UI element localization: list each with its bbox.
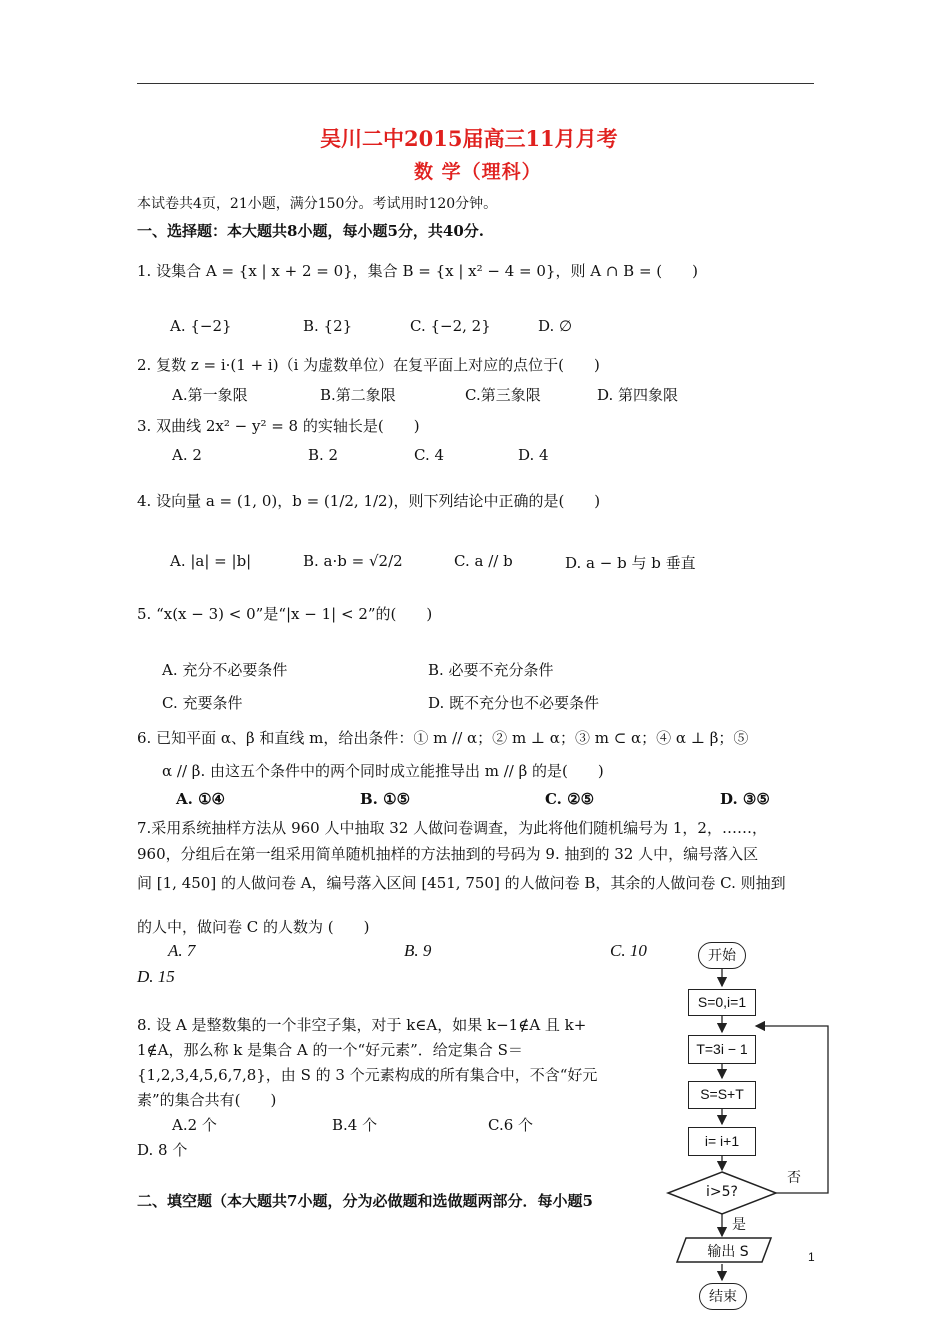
q7-line2: 960，分组后在第一组采用简单随机抽样的方法抽到的号码为 9. 抽到的 32 人中，编号落入区 — [137, 845, 759, 863]
q8-line3: {1,2,3,4,5,6,7,8}，由 S 的 3 个元素构成的所有集合中，不含“好元 — [137, 1066, 598, 1084]
q7-line4: 的人中，做问卷 C 的人数为 ( ) — [137, 918, 370, 936]
q1-option-c: C. {−2, 2} — [410, 317, 491, 335]
flow-end: 结束 — [699, 1283, 747, 1310]
q7-option-b: B. 9 — [404, 941, 432, 960]
q1-stem: 1. 设集合 A = {x | x + 2 = 0}，集合 B = {x | x² − 4 = 0}，则 A ∩ B = ( ) — [137, 262, 699, 280]
q3-option-d: D. 4 — [518, 446, 549, 464]
q3-option-a: A. 2 — [172, 446, 202, 464]
q7-option-d: D. 15 — [137, 967, 175, 986]
q1-option-d: D. ∅ — [538, 317, 573, 335]
q8-option-d: D. 8 个 — [137, 1141, 188, 1159]
q4-stem: 4. 设向量 a = (1, 0)，b = (1/2, 1/2)，则下列结论中正确的是( ) — [137, 492, 601, 510]
q7-option-c: C. 10 — [610, 941, 647, 960]
flow-start: 开始 — [698, 942, 746, 969]
q5-stem: 5. “x(x − 3) < 0”是“|x − 1| < 2”的( ) — [137, 605, 433, 623]
q8-option-a: A.2 个 — [172, 1116, 217, 1134]
q6-line1: 6. 已知平面 α、β 和直线 m，给出条件：① m // α；② m ⊥ α；③ m ⊂ α；④ α ⊥ β；⑤ — [137, 729, 749, 747]
q3-stem: 3. 双曲线 2x² − y² = 8 的实轴长是( ) — [137, 417, 420, 435]
q2-option-b: B.第二象限 — [320, 386, 396, 404]
q3-option-b: B. 2 — [308, 446, 339, 464]
flow-step-t: T=3i − 1 — [688, 1035, 756, 1064]
section1-heading: 一、选择题：本大题共8小题，每小题5分，共40分. — [137, 222, 484, 240]
q6-option-a: A. ①④ — [176, 790, 225, 808]
q5-option-a: A. 充分不必要条件 — [162, 661, 288, 679]
q2-option-c: C.第三象限 — [465, 386, 541, 404]
flow-init: S=0,i=1 — [688, 989, 756, 1016]
q7-option-a: A. 7 — [168, 941, 196, 960]
q1-option-a: A. {−2} — [170, 317, 232, 335]
q8-line4: 素”的集合共有( ) — [137, 1091, 277, 1109]
q8-option-b: B.4 个 — [332, 1116, 378, 1134]
q2-stem: 2. 复数 z = i·(1 + i)（i 为虚数单位）在复平面上对应的点位于( ) — [137, 356, 600, 374]
q7-line1: 7.采用系统抽样方法从 960 人中抽取 32 人做问卷调查，为此将他们随机编号为 1，2，……， — [137, 819, 767, 837]
flow-step-i: i= i+1 — [688, 1127, 756, 1156]
q7-line3: 间 [1, 450] 的人做问卷 A，编号落入区间 [451, 750] 的人做问卷 B，其余的人做问卷 C. 则抽到 — [137, 874, 786, 892]
q2-option-d: D. 第四象限 — [597, 386, 679, 404]
flow-yes-label: 是 — [732, 1217, 746, 1233]
q3-option-c: C. 4 — [414, 446, 445, 464]
exam-subtitle: 数 学（理科） — [414, 161, 542, 183]
q6-option-b: B. ①⑤ — [360, 790, 411, 808]
q5-option-d: D. 既不充分也不必要条件 — [428, 694, 600, 712]
q8-option-c: C.6 个 — [488, 1116, 534, 1134]
flow-output: 输出 S — [707, 1244, 749, 1260]
q1-option-b: B. {2} — [303, 317, 353, 335]
q2-option-a: A.第一象限 — [172, 386, 248, 404]
section2-heading: 二、填空题（本大题共7小题，分为必做题和选做题两部分．每小题5 — [137, 1192, 593, 1210]
flow-no-label: 否 — [787, 1170, 801, 1186]
q6-option-d: D. ③⑤ — [720, 790, 770, 808]
flow-condition: i>5? — [706, 1184, 738, 1200]
q6-option-c: C. ②⑤ — [545, 790, 595, 808]
q4-option-c: C. a // b — [454, 552, 513, 570]
q8-line1: 8. 设 A 是整数集的一个非空子集，对于 k∈A，如果 k−1∉A 且 k+ — [137, 1016, 587, 1034]
exam-intro: 本试卷共4页，21小题，满分150分。考试用时120分钟。 — [137, 196, 498, 212]
q6-line2: α // β. 由这五个条件中的两个同时成立能推导出 m // β 的是( ) — [162, 762, 604, 780]
q4-option-b: B. a·b = √2/2 — [303, 552, 403, 570]
q8-line2: 1∉A，那么称 k 是集合 A 的一个“好元素”．给定集合 S＝ — [137, 1041, 523, 1059]
flow-step-s: S=S+T — [688, 1081, 756, 1109]
q4-option-a: A. |a| = |b| — [170, 552, 252, 570]
q5-option-c: C. 充要条件 — [162, 694, 243, 712]
q4-option-d: D. a − b 与 b 垂直 — [565, 554, 696, 572]
exam-title: 吴川二中2015届高三11月月考 — [320, 126, 618, 151]
page-number: 1 — [808, 1250, 815, 1264]
q5-option-b: B. 必要不充分条件 — [428, 661, 554, 679]
